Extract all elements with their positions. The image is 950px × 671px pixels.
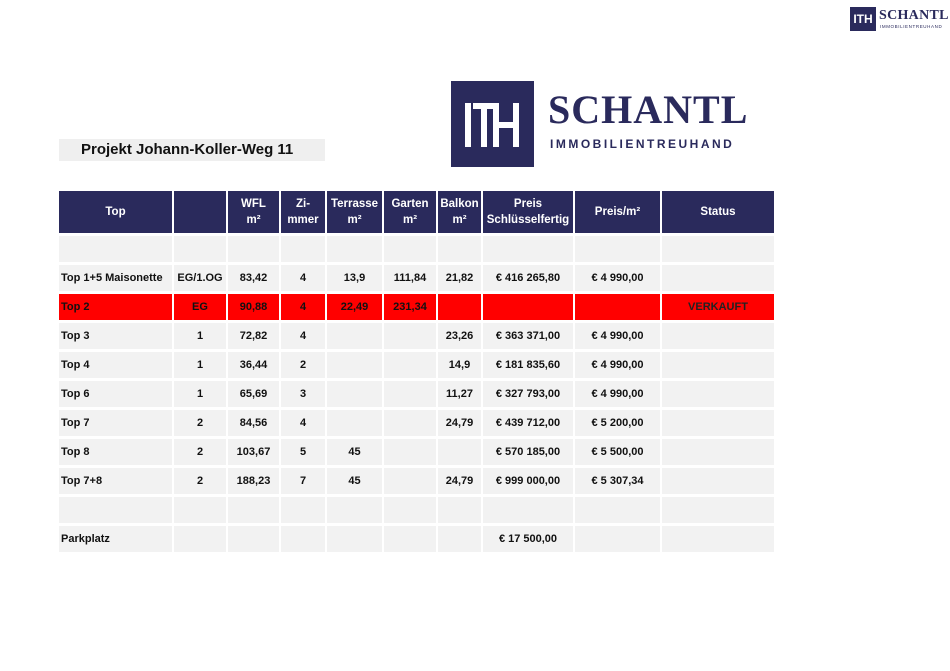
cell-garden	[384, 468, 436, 494]
cell-floor: EG	[174, 294, 226, 320]
cell-garden	[384, 497, 436, 523]
ith-logo-mark-small: ITH	[850, 7, 876, 31]
cell-rooms: 2	[281, 352, 325, 378]
cell-price	[483, 294, 573, 320]
header-logo	[850, 7, 949, 33]
cell-price-per-m2	[575, 236, 660, 262]
header-logo-subtitle: IMMOBILIENTREUHAND	[880, 24, 943, 29]
cell-garden	[384, 381, 436, 407]
cell-balcony: 23,26	[438, 323, 481, 349]
table-row	[59, 526, 774, 552]
cell-terrace: 45	[327, 439, 382, 465]
cell-floor	[174, 236, 226, 262]
column-header-terrace: Terrasse m²	[327, 191, 382, 233]
cell-top: Top 4	[59, 352, 172, 378]
cell-balcony	[438, 497, 481, 523]
cell-balcony	[438, 526, 481, 552]
cell-price: € 17 500,00	[483, 526, 573, 552]
cell-price-per-m2: € 5 500,00	[575, 439, 660, 465]
cell-rooms: 5	[281, 439, 325, 465]
cell-floor: 1	[174, 323, 226, 349]
cell-top: Top 6	[59, 381, 172, 407]
cell-wfl	[228, 497, 279, 523]
cell-rooms: 4	[281, 410, 325, 436]
cell-balcony: 14,9	[438, 352, 481, 378]
table-row	[59, 410, 774, 436]
cell-status	[662, 381, 774, 407]
cell-price-per-m2: € 4 990,00	[575, 381, 660, 407]
table-row	[59, 323, 774, 349]
cell-price-per-m2: € 5 200,00	[575, 410, 660, 436]
cell-garden	[384, 410, 436, 436]
table-row-sold	[59, 294, 774, 320]
cell-status	[662, 439, 774, 465]
cell-wfl: 65,69	[228, 381, 279, 407]
cell-price-per-m2: € 4 990,00	[575, 352, 660, 378]
cell-wfl: 188,23	[228, 468, 279, 494]
column-header-rooms: Zi- mmer	[281, 191, 325, 233]
cell-floor: 1	[174, 381, 226, 407]
cell-price: € 363 371,00	[483, 323, 573, 349]
cell-garden: 111,84	[384, 265, 436, 291]
cell-wfl: 84,56	[228, 410, 279, 436]
cell-garden	[384, 439, 436, 465]
main-logo	[451, 81, 749, 169]
cell-status	[662, 468, 774, 494]
cell-floor	[174, 526, 226, 552]
cell-price: € 327 793,00	[483, 381, 573, 407]
cell-top: Top 7+8	[59, 468, 172, 494]
table-row	[59, 381, 774, 407]
column-header-wfl: WFL m²	[228, 191, 279, 233]
table-row	[59, 497, 774, 523]
cell-rooms: 4	[281, 265, 325, 291]
cell-wfl	[228, 236, 279, 262]
cell-price-per-m2: € 4 990,00	[575, 265, 660, 291]
cell-terrace	[327, 236, 382, 262]
column-header-price: Preis Schlüsselfertig	[483, 191, 573, 233]
cell-top	[59, 497, 172, 523]
cell-floor: 2	[174, 410, 226, 436]
column-header-status: Status	[662, 191, 774, 233]
cell-status	[662, 352, 774, 378]
column-header-floor	[174, 191, 226, 233]
cell-wfl	[228, 526, 279, 552]
cell-terrace	[327, 526, 382, 552]
cell-balcony: 24,79	[438, 468, 481, 494]
cell-rooms: 4	[281, 294, 325, 320]
cell-balcony	[438, 439, 481, 465]
cell-balcony: 21,82	[438, 265, 481, 291]
cell-terrace: 13,9	[327, 265, 382, 291]
cell-status: VERKAUFT	[662, 294, 774, 320]
cell-top: Top 2	[59, 294, 172, 320]
cell-terrace	[327, 381, 382, 407]
cell-top	[59, 236, 172, 262]
cell-status	[662, 323, 774, 349]
cell-floor: EG/1.OG	[174, 265, 226, 291]
cell-wfl: 72,82	[228, 323, 279, 349]
cell-floor: 2	[174, 468, 226, 494]
cell-wfl: 83,42	[228, 265, 279, 291]
column-header-balcony: Balkon m²	[438, 191, 481, 233]
cell-top: Top 8	[59, 439, 172, 465]
cell-price	[483, 497, 573, 523]
table-row	[59, 468, 774, 494]
cell-garden	[384, 526, 436, 552]
cell-rooms: 7	[281, 468, 325, 494]
table-row	[59, 265, 774, 291]
table-row	[59, 352, 774, 378]
table-row	[59, 236, 774, 262]
cell-balcony: 11,27	[438, 381, 481, 407]
cell-status	[662, 497, 774, 523]
apartment-price-table	[57, 188, 776, 555]
cell-balcony	[438, 294, 481, 320]
cell-wfl: 36,44	[228, 352, 279, 378]
cell-price-per-m2	[575, 526, 660, 552]
cell-status	[662, 265, 774, 291]
ith-logo-mark	[451, 81, 534, 167]
cell-price: € 570 185,00	[483, 439, 573, 465]
cell-status	[662, 236, 774, 262]
cell-top: Top 1+5 Maisonette	[59, 265, 172, 291]
project-title: Projekt Johann-Koller-Weg 11	[59, 139, 325, 161]
cell-terrace: 45	[327, 468, 382, 494]
cell-terrace: 22,49	[327, 294, 382, 320]
column-header-top: Top	[59, 191, 172, 233]
cell-price: € 439 712,00	[483, 410, 573, 436]
cell-rooms: 4	[281, 323, 325, 349]
cell-price: € 999 000,00	[483, 468, 573, 494]
cell-terrace	[327, 352, 382, 378]
cell-status	[662, 410, 774, 436]
cell-terrace	[327, 323, 382, 349]
cell-terrace	[327, 410, 382, 436]
cell-garden: 231,34	[384, 294, 436, 320]
cell-price-per-m2: € 4 990,00	[575, 323, 660, 349]
cell-floor	[174, 497, 226, 523]
cell-price-per-m2: € 5 307,34	[575, 468, 660, 494]
cell-price-per-m2	[575, 497, 660, 523]
cell-price: € 416 265,80	[483, 265, 573, 291]
cell-wfl: 90,88	[228, 294, 279, 320]
column-header-garden: Garten m²	[384, 191, 436, 233]
cell-garden	[384, 323, 436, 349]
cell-balcony	[438, 236, 481, 262]
cell-price-per-m2	[575, 294, 660, 320]
cell-status	[662, 526, 774, 552]
cell-wfl: 103,67	[228, 439, 279, 465]
table-body	[59, 236, 774, 552]
table-row	[59, 439, 774, 465]
header-logo-brand: SCHANTL	[879, 8, 949, 23]
cell-top: Parkplatz	[59, 526, 172, 552]
main-logo-subtitle: IMMOBILIENTREUHAND	[550, 137, 735, 151]
cell-top: Top 7	[59, 410, 172, 436]
main-logo-brand: SCHANTL	[548, 87, 749, 132]
cell-floor: 1	[174, 352, 226, 378]
cell-price: € 181 835,60	[483, 352, 573, 378]
cell-rooms	[281, 236, 325, 262]
cell-rooms: 3	[281, 381, 325, 407]
cell-rooms	[281, 497, 325, 523]
cell-garden	[384, 352, 436, 378]
cell-floor: 2	[174, 439, 226, 465]
cell-rooms	[281, 526, 325, 552]
column-header-price-per-m2: Preis/m²	[575, 191, 660, 233]
table-header-row	[59, 191, 774, 233]
cell-price	[483, 236, 573, 262]
cell-balcony: 24,79	[438, 410, 481, 436]
cell-garden	[384, 236, 436, 262]
cell-top: Top 3	[59, 323, 172, 349]
cell-terrace	[327, 497, 382, 523]
